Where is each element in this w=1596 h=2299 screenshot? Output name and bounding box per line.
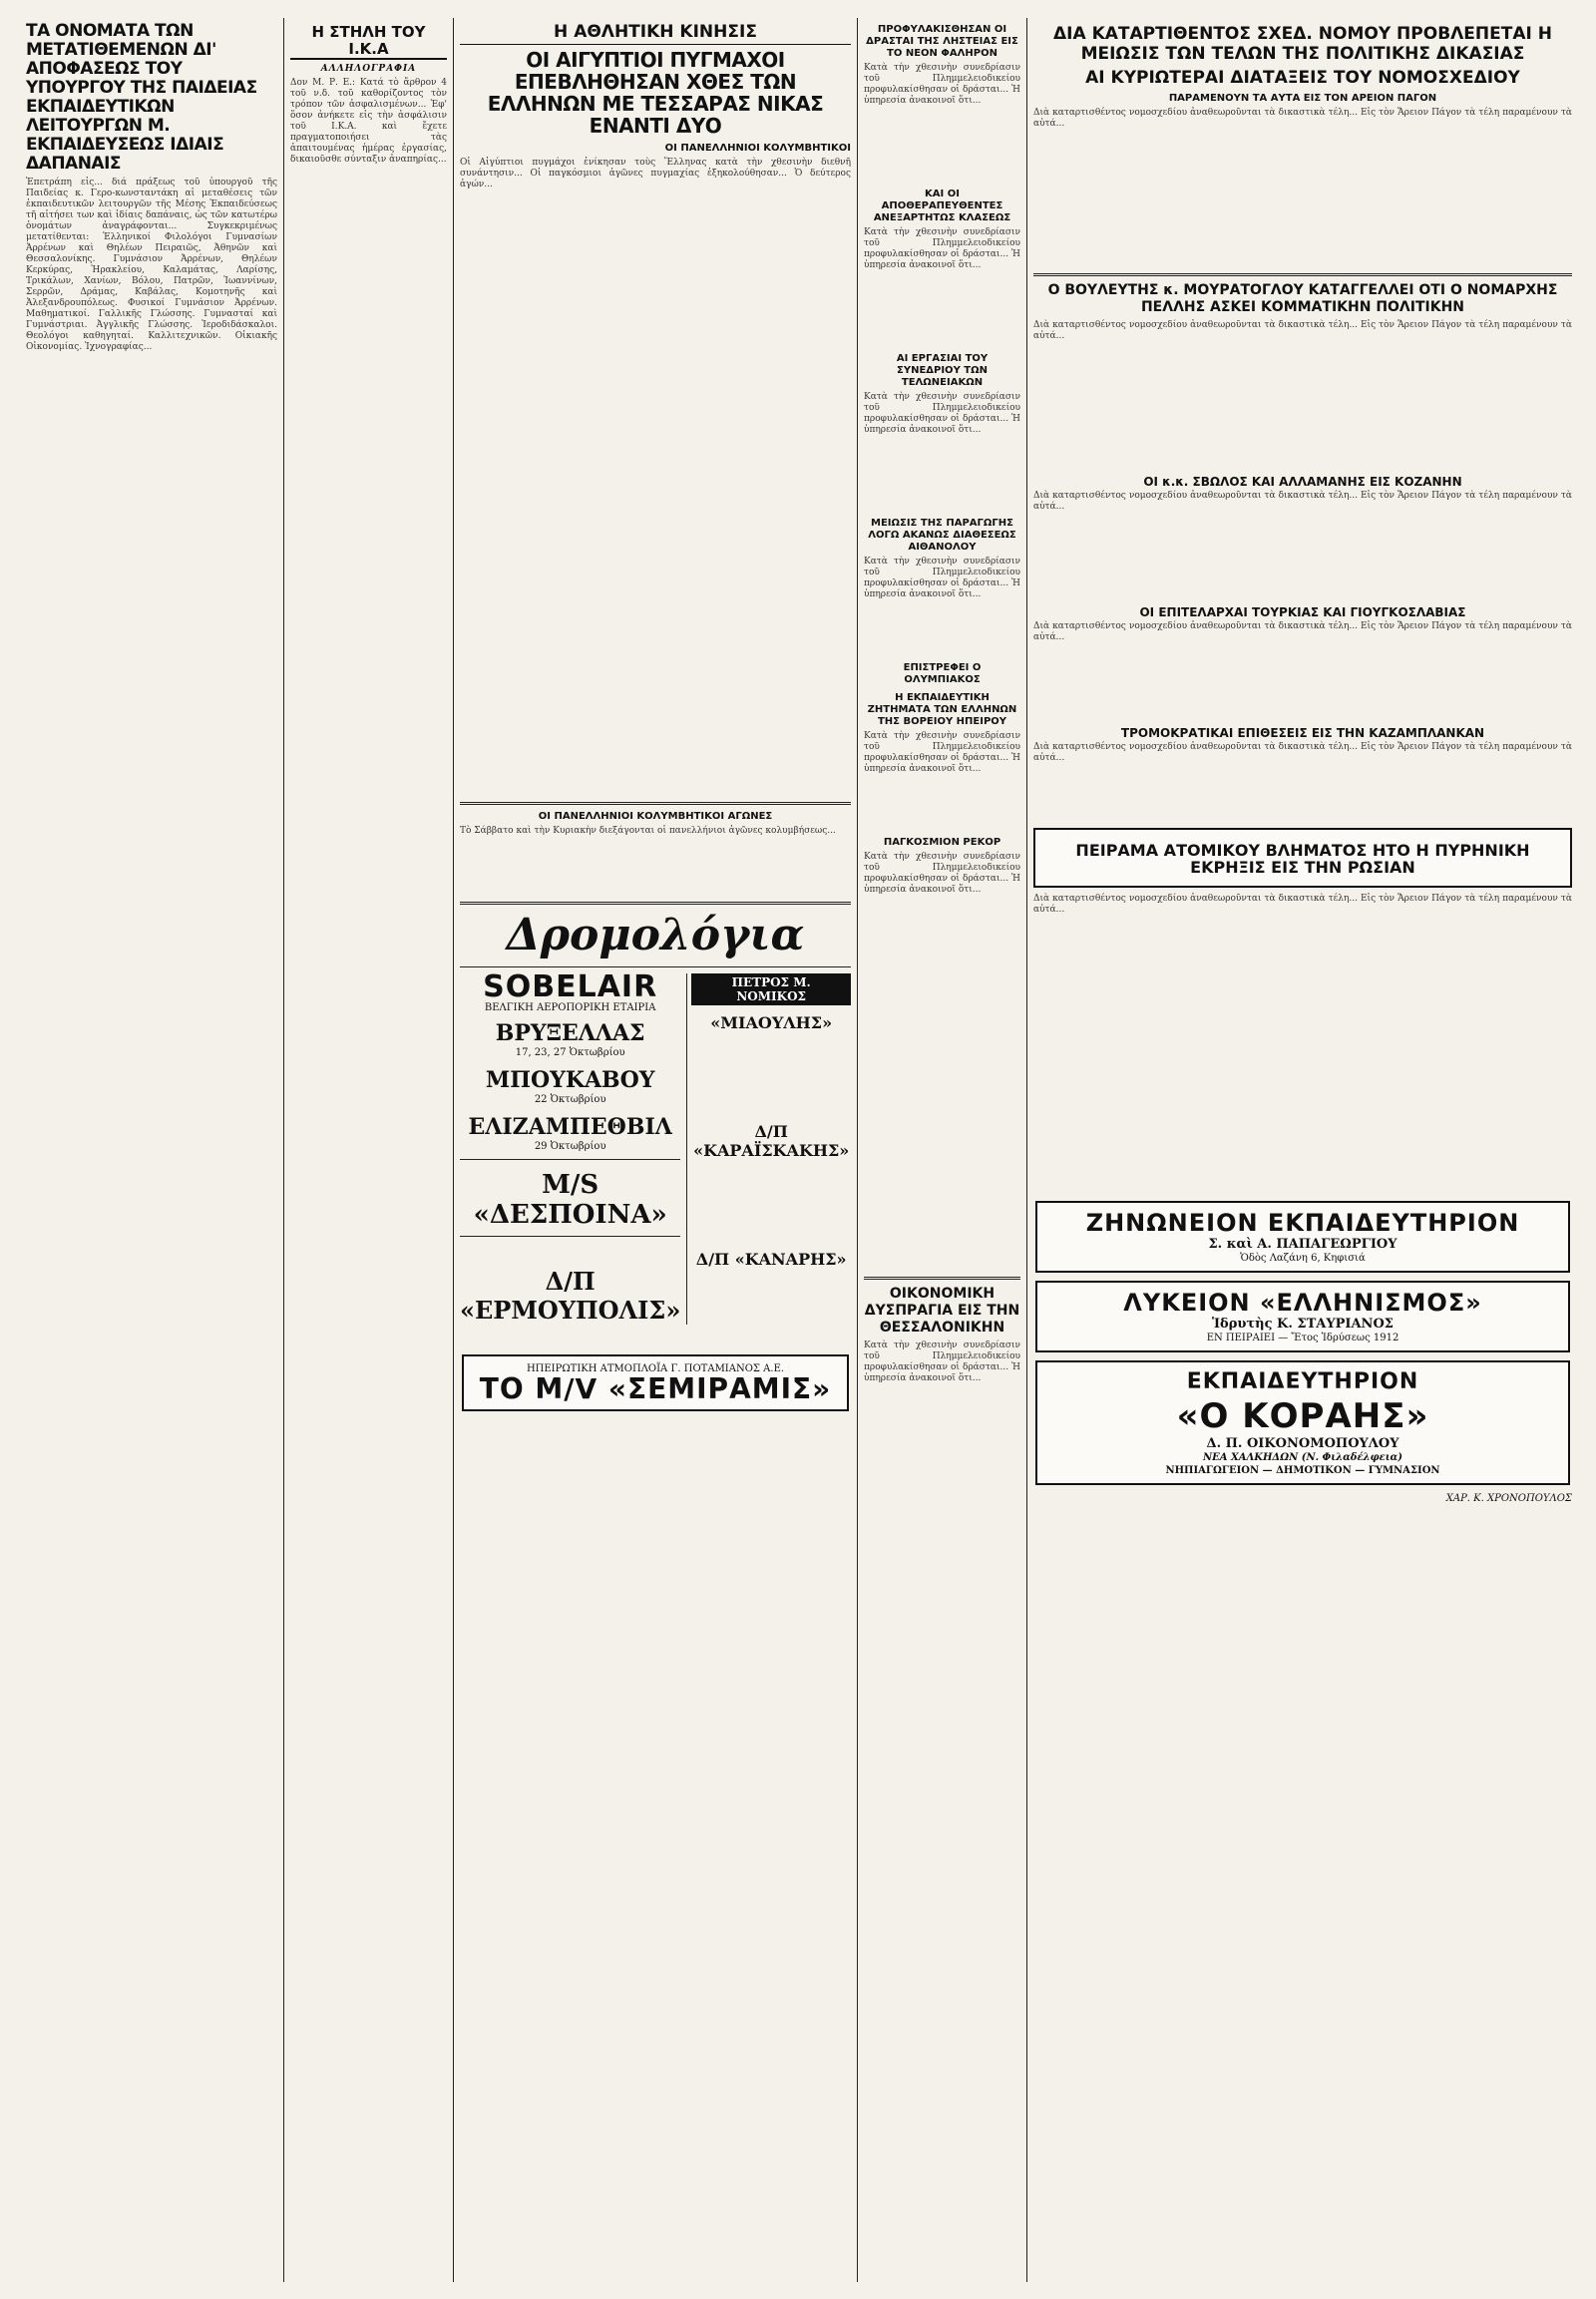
casablanca-body: Διὰ καταρτισθέντος νομοσχεδίου ἀναθεωροῦνται τὰ δικαστικὰ τέλη... Εἰς τὸν Ἄρειον Πάγον τὰ τέλη παραμένουν τὰ αὐτά... <box>1033 742 1575 763</box>
atomic-headline: ΠΕΙΡΑΜΑ ΑΤΟΜΙΚΟΥ ΒΛΗΜΑΤΟΣ ΗΤΟ Η ΠΥΡΗΝΙΚΗ ΕΚΡΗΞΙΣ ΕΙΣ ΤΗΝ ΡΩΣΙΑΝ <box>1075 841 1530 877</box>
news-sub2: ΑΙ ΕΡΓΑΣΙΑΙ ΤΟΥ ΣΥΝΕΔΡΙΟΥ ΤΩΝ ΤΕΛΩΝΕΙΑΚΩΝ <box>896 353 989 388</box>
law-subhead: ΑΙ ΚΥΡΙΩΤΕΡΑΙ ΔΙΑΤΑΞΕΙΣ ΤΟΥ ΝΟΜΟΣΧΕΔΙΟΥ <box>1085 68 1520 88</box>
sobelair-logo: SOBELAIR <box>483 969 658 1004</box>
swimming-body: Τὸ Σάββατο καὶ τὴν Κυριακὴν διεξάγονται οἱ πανελλήνιοι ἀγῶνες κολυμβήσεως... <box>460 826 836 836</box>
zinon-addr: Ὁδὸς Λαζάνη 6, Κηφισιά <box>1240 1253 1366 1264</box>
lykeion-sub: Ἱδρυτὴς Κ. ΣΤΑΥΡΙΑΝΟΣ <box>1212 1317 1394 1332</box>
transfers-headline: ΤΑ ΟΝΟΜΑΤΑ ΤΩΝ ΜΕΤΑΤΙΘΕΜΕΝΩΝ ΔΙ' ΑΠΟΦΑΣΕΩΣ ΤΟΥ ΥΠΟΥΡΓΟΥ ΤΗΣ ΠΑΙΔΕΙΑΣ ΕΚΠΑΙΔΕΥΤΙΚΩΝ ΛΕΙΤΟΥΡΓΩΝ Μ. ΕΚΠΑΙΔΕΥΣΕΩΣ ΙΔΙΑΙΣ ΔΑΠΑΝΑΙΣ <box>26 21 257 174</box>
law-body: Διὰ καταρτισθέντος νομοσχεδίου ἀναθεωροῦνται τὰ δικαστικὰ τέλη... Εἰς τὸν Ἄρειον Πάγον τὰ τέλη παραμένουν τὰ αὐτά... <box>1033 108 1575 129</box>
ika-subhead: ΑΛΛΗΛΟΓΡΑΦΙΑ <box>320 64 417 74</box>
column-sports <box>454 18 858 2282</box>
dest-bukavu: ΜΠΟΥΚΑΒΟΥ <box>485 1067 655 1093</box>
law-headline: ΔΙΑ ΚΑΤΑΡΤΙΘΕΝΤΟΣ ΣΧΕΔ. ΝΟΜΟΥ ΠΡΟΒΛΕΠΕΤΑΙ Η ΜΕΙΩΣΙΣ ΤΩΝ ΤΕΛΩΝ ΤΗΣ ΠΟΛΙΤΙΚΗΣ ΔΙΚΑΣΙΑΣ <box>1053 24 1552 64</box>
transfers-body: Ἐπετράπη εἰς... διά πράξεως τοῦ ὑπουργοῦ τῆς Παιδείας κ. Γερο-κωνσταντάκη αἱ μεταθέσεις τῶν ἐκπαιδευτικῶν λειτουργῶν τῆς Μέσης Ἐκπαιδεύσεως τῆ αἰτήσει των καὶ ἰδίαις δαπάναις, ὡς τῶν κατωτέρω ὀνομάτων ἀναγράφονται... Συγκεκριμένως μετατίθενται: Ἑλληνικοί Φιλολόγοι Γυμνασίων Ἀρρένων καὶ Θηλέων Πειραιῶς, Ἀθηνῶν καὶ Θεσσαλονίκης. Γυμνάσιον Ἀρρένων, Θηλέων Κερκύρας, Ἡρακλείου, Καλαμάτας, Λαρίσης, Τρικάλων, Χανίων, Βόλου, Πατρῶν, Ἰωαννίνων, Σερρῶν, Δράμας, Καβάλας, Κομοτηνῆς καὶ Ἀλεξανδρουπόλεως. Φυσικοί Γυμνάσιον Ἀρρένων. Μαθηματικοί. Γαλλικῆς Γλώσσης. Γυμνασταί καὶ Γυμνάστριαι. Ἀγγλικῆς Γλώσσης. Ἱεροδιδάσκαλοι. Θεολόγοι καθηγηταί. Καλλιτεχνικῶν. Οἰκιακῆς Οἰκονομίας. Ἰχνογραφίας... <box>26 178 280 352</box>
mouratoglou-headline: Ο ΒΟΥΛΕΥΤΗΣ κ. ΜΟΥΡΑΤΟΓΛΟΥ ΚΑΤΑΓΓΕΛΛΕΙ ΟΤΙ Ο ΝΟΜΑΡΧΗΣ ΠΕΛΛΗΣ ΑΣΚΕΙ ΚΟΜΜΑΤΙΚΗΝ ΠΟΛΙΤΙΚΗΝ <box>1047 282 1558 315</box>
zinon-title: ΖΗΝΩΝΕΙΟΝ ΕΚΠΑΙΔΕΥΤΗΡΙΟΝ <box>1085 1209 1520 1237</box>
signature: ΧΑΡ. Κ. ΧΡΟΝΟΠΟΥΛΟΣ <box>1445 1493 1572 1504</box>
law-subhead2: ΠΑΡΑΜΕΝΟΥΝ ΤΑ ΑΥΤΑ ΕΙΣ ΤΟΝ ΑΡΕΙΟΝ ΠΑΓΟΝ <box>1168 93 1437 104</box>
zinon-ad <box>1035 1201 1570 1273</box>
column-law <box>1027 18 1578 2282</box>
economic-headline: ΟΙΚΟΝΟΜΙΚΗ ΔΥΣΠΡΑΓΙΑ ΕΙΣ ΤΗΝ ΘΕΣΣΑΛΟΝΙΚΗΝ <box>864 1286 1020 1336</box>
sports-masthead: Η ΑΘΛΗΤΙΚΗ ΚΙΝΗΣΙΣ <box>460 24 851 45</box>
chiefs-headline: ΟΙ ΕΠΙΤΕΛΑΡΧΑΙ ΤΟΥΡΚΙΑΣ ΚΑΙ ΓΙΟΥΓΚΟΣΛΑΒΙΑΣ <box>1139 605 1466 619</box>
dest-elisabethville: ΕΛΙΖΑΜΠΕΘΒΙΛ <box>468 1114 672 1140</box>
ika-headline: Η ΣΤΗΛΗ ΤΟΥ Ι.Κ.Α <box>290 24 447 60</box>
atomic-body: Διὰ καταρτισθέντος νομοσχεδίου ἀναθεωροῦνται τὰ δικαστικὰ τέλη... Εἰς τὸν Ἄρειον Πάγον τὰ τέλη παραμένουν τὰ αὐτά... <box>1033 894 1575 915</box>
casablanca-headline: ΤΡΟΜΟΚΡΑΤΙΚΑΙ ΕΠΙΘΕΣΕΙΣ ΕΙΣ ΤΗΝ ΚΑΖΑΜΠΛΑΝΚΑΝ <box>1120 726 1485 740</box>
lykeion-title: ΛΥΚΕΙΟΝ «ΕΛΛΗΝΙΣΜΟΣ» <box>1123 1289 1482 1317</box>
dest-brussels-dates: 17, 23, 27 Ὀκτωβρίου <box>515 1047 625 1058</box>
korais-levels: ΝΗΠΙΑΓΩΓΕΙΟΝ — ΔΗΜΟΤΙΚΟΝ — ΓΥΜΝΑΣΙΟΝ <box>1165 1465 1440 1476</box>
sports-body: Οἱ Αἰγύπτιοι πυγμάχοι ἐνίκησαν τοὺς Ἕλληνας κατὰ τὴν χθεσινὴν διεθνῆ συνάντησιν... Οἱ παγκόσμιοι ἀγῶνες πυγμαχίας ἐξηκολούθησαν... Ὁ δεύτερος ἀγών... <box>460 158 854 190</box>
korais-title: «Ο ΚΟΡΑΗΣ» <box>1176 1396 1429 1436</box>
swimming-subhead: ΟΙ ΠΑΝΕΛΛΗΝΙΟΙ ΚΟΛΥΜΒΗΤΙΚΟΙ ΑΓΩΝΕΣ <box>538 811 773 822</box>
petros-nomikos: ΠΕΤΡΟΣ Μ. ΝΟΜΙΚΟΣ <box>691 973 851 1005</box>
zinon-sub: Σ. καὶ Α. ΠΑΠΑΓΕΩΡΓΙΟΥ <box>1208 1237 1397 1252</box>
korais-top: ΕΚΠΑΙΔΕΥΤΗΡΙΟΝ <box>1186 1369 1419 1394</box>
news-body-5: Κατὰ τὴν χθεσινὴν συνεδρίασιν τοῦ Πλημμελειοδικείου προφυλακίσθησαν οἱ δράσται... Ἡ ὑπηρεσία ἀνακοινοῖ ὅτι... <box>864 731 1023 774</box>
news-body-2: Κατὰ τὴν χθεσινὴν συνεδρίασιν τοῦ Πλημμελειοδικείου προφυλακίσθησαν οἱ δράσται... Ἡ ὑπηρεσία ἀνακοινοῖ ὅτι... <box>864 392 1023 435</box>
news-sub5: Η ΕΚΠΑΙΔΕΥΤΙΚΗ ΖΗΤΗΜΑΤΑ ΤΩΝ ΕΛΛΗΝΩΝ ΤΗΣ ΒΟΡΕΙΟΥ ΗΠΕΙΡΟΥ <box>867 692 1017 727</box>
news-body-1: Κατὰ τὴν χθεσινὴν συνεδρίασιν τοῦ Πλημμελειοδικείου προφυλακίσθησαν οἱ δράσται... Ἡ ὑπηρεσία ἀνακοινοῖ ὅτι... <box>864 227 1023 270</box>
ship-miaoulis: «ΜΙΑΟΥΛΗΣ» <box>710 1013 833 1032</box>
economic-body: Κατὰ τὴν χθεσινὴν συνεδρίασιν τοῦ Πλημμελειοδικείου προφυλακίσθησαν οἱ δράσται... Ἡ ὑπηρεσία ἀνακοινοῖ ὅτι... <box>864 1341 1023 1383</box>
news-body-6: Κατὰ τὴν χθεσινὴν συνεδρίασιν τοῦ Πλημμελειοδικείου προφυλακίσθησαν οἱ δράσται... Ἡ ὑπηρεσία ἀνακοινοῖ ὅτι... <box>864 852 1023 895</box>
korais-sub: Δ. Π. ΟΙΚΟΝΟΜΟΠΟΥΛΟΥ <box>1206 1436 1399 1451</box>
mouratoglou-body: Διὰ καταρτισθέντος νομοσχεδίου ἀναθεωροῦνται τὰ δικαστικὰ τέλη... Εἰς τὸν Ἄρειον Πάγον τὰ τέλη παραμένουν τὰ αὐτά... <box>1033 320 1575 341</box>
ika-body: Δον Μ. Ρ. Ε.: Κατά τὸ ἄρθρον 4 τοῦ ν.δ. τοῦ καθορίζοντος τὸν τρόπον τῶν ἀσφαλισμένων... Ἑφ' ὅσον ἀνήκετε εἰς τὴν ἀσφάλισιν τοῦ Ι.Κ.Α. καὶ ἔχετε πραγματοποιήσει τὰς ἀπαιτουμένας ἡμέρας ἐργασίας, δικαιοῦσθε σύνταξιν ἀναπηρίας... <box>290 78 450 165</box>
newspaper-page <box>20 18 1578 2282</box>
ship-kanaris: Δ/Π «ΚΑΝΑΡΗΣ» <box>695 1250 847 1269</box>
column-news <box>858 18 1027 2282</box>
semiramis-sub: ΗΠΕΙΡΩΤΙΚΗ ΑΤΜΟΠΛΟΪΑ Γ. ΠΟΤΑΜΙΑΝΟΣ Α.Ε. <box>526 1363 785 1374</box>
sports-headline: ΟΙ ΑΙΓΥΠΤΙΟΙ ΠΥΓΜΑΧΟΙ ΕΠΕΒΛΗΘΗΣΑΝ ΧΘΕΣ ΤΩΝ ΕΛΛΗΝΩΝ ΜΕ ΤΕΣΣΑΡΑΣ ΝΙΚΑΣ ΕΝΑΝΤΙ ΔΥΟ <box>487 48 824 138</box>
lykeion-info: ΕΝ ΠΕΙΡΑΙΕΙ — Ἔτος Ἱδρύσεως 1912 <box>1206 1333 1399 1343</box>
svolos-headline: ΟΙ κ.κ. ΣΒΩΛΟΣ ΚΑΙ ΑΛΛΑΜΑΝΗΣ ΕΙΣ ΚΟΖΑΝΗΝ <box>1143 475 1462 489</box>
dest-brussels: ΒΡΥΞΕΛΛΑΣ <box>495 1020 645 1046</box>
ship-despoina: Μ/S «ΔΕΣΠΟΙΝΑ» <box>473 1170 667 1230</box>
news-masthead: ΠΡΟΦΥΛΑΚΙΣΘΗΣΑΝ ΟΙ ΔΡΑΣΤΑΙ ΤΗΣ ΛΗΣΤΕΙΑΣ ΕΙΣ ΤΟ ΝΕΟΝ ΦΑΛΗΡΟΝ <box>866 24 1018 59</box>
news-body: Κατὰ τὴν χθεσινὴν συνεδρίασιν τοῦ Πλημμελειοδικείου προφυλακίσθησαν οἱ δράσται... Ἡ ὑπηρεσία ἀνακοινοῖ ὅτι... <box>864 63 1023 106</box>
chiefs-body: Διὰ καταρτισθέντος νομοσχεδίου ἀναθεωροῦνται τὰ δικαστικὰ τέλη... Εἰς τὸν Ἄρειον Πάγον τὰ τέλη παραμένουν τὰ αὐτά... <box>1033 621 1575 642</box>
column-transfers <box>20 18 284 2282</box>
dromologia-title: Δρομολόγια <box>506 910 805 960</box>
column-ika <box>284 18 454 2282</box>
ship-karaiskakis: Δ/Π «ΚΑΡΑΪΣΚΑΚΗΣ» <box>693 1122 850 1160</box>
sobelair-sub: ΒΕΛΓΙΚΗ ΑΕΡΟΠΟΡΙΚΗ ΕΤΑΙΡΙΑ <box>484 1002 656 1013</box>
dest-bukavu-date: 22 Ὀκτωβρίου <box>534 1094 606 1105</box>
news-sub1: ΚΑΙ ΟΙ ΑΠΟΘΕΡΑΠΕΥΘΕΝΤΕΣ ΑΝΕΞΑΡΤΗΤΩΣ ΚΛΑΣΕΩΣ <box>873 189 1011 223</box>
ship-semiramis: ΤΟ Μ/V «ΣΕΜΙΡΑΜΙΣ» <box>479 1372 832 1405</box>
korais-ad <box>1035 1360 1570 1485</box>
korais-addr: ΝΕΑ ΧΑΛΚΗΔΩΝ (Ν. Φιλαδέλφεια) <box>1203 1452 1402 1463</box>
lykeion-ad <box>1035 1281 1570 1352</box>
sports-subhead: ΟΙ ΠΑΝΕΛΛΗΝΙΟΙ ΚΟΛΥΜΒΗΤΙΚΟΙ <box>664 143 851 154</box>
news-sub4: ΕΠΙΣΤΡΕΦΕΙ Ο ΟΛΥΜΠΙΑΚΟΣ <box>903 662 982 685</box>
svolos-body: Διὰ καταρτισθέντος νομοσχεδίου ἀναθεωροῦνται τὰ δικαστικὰ τέλη... Εἰς τὸν Ἄρειον Πάγον τὰ τέλη παραμένουν τὰ αὐτά... <box>1033 491 1575 512</box>
ship-ermoupolis: Δ/Π «ΕΡΜΟΥΠΟΛΙΣ» <box>460 1267 681 1325</box>
news-sub6: ΠΑΓΚΟΣΜΙΟΝ ΡΕΚΟΡ <box>883 837 1001 848</box>
news-body-3: Κατὰ τὴν χθεσινὴν συνεδρίασιν τοῦ Πλημμελειοδικείου προφυλακίσθησαν οἱ δράσται... Ἡ ὑπηρεσία ἀνακοινοῖ ὅτι... <box>864 557 1023 599</box>
news-sub3: ΜΕΙΩΣΙΣ ΤΗΣ ΠΑΡΑΓΩΓΗΣ ΛΟΓΩ ΑΚΑΝΩΣ ΔΙΑΘΕΣΕΩΣ ΑΙΘΑΝΟΛΟΥ <box>868 518 1016 553</box>
dest-elisabethville-date: 29 Ὀκτωβρίου <box>534 1141 606 1152</box>
